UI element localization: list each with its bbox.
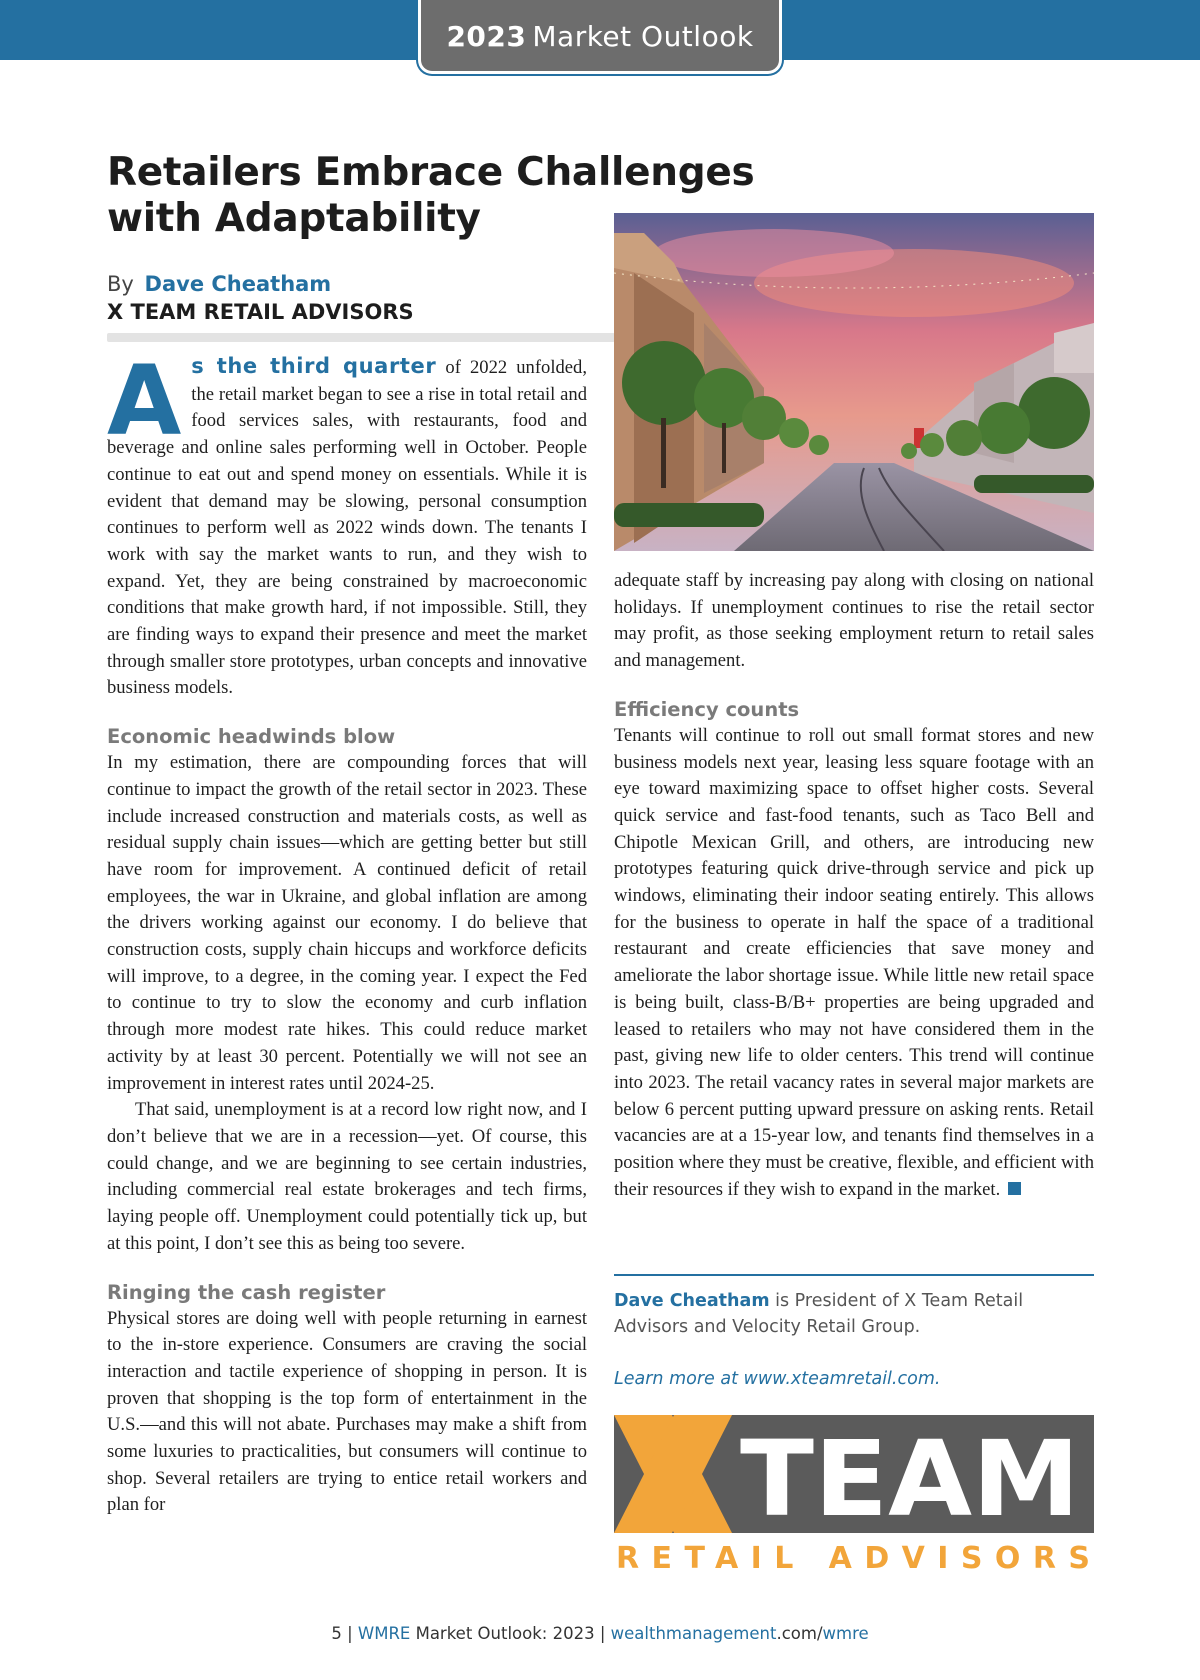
bio-text: is President of X Team Retail Advisors and Velocity Retail Group. (614, 1291, 1024, 1337)
footer-publication: Market Outlook: 2023 (410, 1624, 595, 1643)
footer-url-tld: .com/ (776, 1624, 823, 1643)
byline (107, 272, 331, 296)
xteam-logo-graphic (614, 1415, 1094, 1575)
article-title: Retailers Embrace Challenges with Adaptability (107, 150, 755, 241)
footer-url-path: wmre (822, 1624, 869, 1643)
footer-url[interactable] (611, 1624, 869, 1643)
paragraph-cash-register: Physical stores are doing well with people returning in earnest to the in-store experience. Consumers are craving the social interaction and tactile experience of shopping in person. It is proven that shopping is the top form of entertainment in the U.S.—and this will not abate. Purchases may make a shift from some luxuries to practicalities, but consumers will continue to shop. Several retailers are trying to entice retail workers and plan for (107, 1307, 587, 1516)
intro-paragraph (107, 345, 587, 702)
paragraph-cash-register-continued: adequate staff by increasing pay along with closing on national holidays. If unemployment continues to rise the retail sector may profit, as those seeking employment return to retail sales and management. (614, 570, 1094, 672)
header-year: 2023 (446, 20, 527, 53)
efficiency-text: Tenants will continue to roll out small format stores and new business models next year, leasing less square footage with an eye toward maximizing space to offset higher costs. Several quick service and fast-food tenants, such as Taco Bell and Chipotle Mexican Grill, and others, are introducing new prototypes featuring quick drive-through service and pick up windows, eliminating their indoor seating entirely. This allows for the business to operate in half the space of a traditional restaurant and create efficiencies that save money and ameliorate the labor shortage issue. While little new retail space is being built, class-B/B+ properties are being upgraded and leased to retailers who may not have considered them in the past, giving new life to older centers. This trend will continue into 2023. The retail vacancy rates in several major markets are below 6 percent putting upward pressure on asking rents. Retail vacancies are at a 15-year low, and tenants find themselves in a position where they must be creative, flexible, and efficient with their resources if they wish to expand in the market. (614, 724, 1094, 1200)
footer-brand: WMRE (357, 1624, 411, 1643)
learn-more-link[interactable]: Learn more at www.xteamretail.com. (614, 1369, 941, 1389)
bio-divider (614, 1274, 1094, 1276)
paragraph-efficiency (614, 723, 1094, 1204)
article-photo (614, 213, 1094, 551)
header-title: Market Outlook (532, 20, 754, 53)
drop-cap: A (107, 345, 182, 457)
section-heading-economic-headwinds: Economic headwinds blow (107, 725, 396, 749)
author-company: X TEAM RETAIL ADVISORS (107, 300, 414, 324)
footer-url-domain: wealthmanagement (610, 1624, 777, 1643)
page-number: 5 (331, 1624, 342, 1643)
xteam-logo (614, 1415, 1094, 1575)
section-heading-cash-register: Ringing the cash register (107, 1280, 386, 1304)
left-column (107, 345, 587, 1519)
svg-text:TEAM: TEAM (740, 1418, 1080, 1540)
right-column (614, 568, 1094, 1203)
section-heading-efficiency: Efficiency counts (614, 697, 800, 721)
title-divider (107, 333, 615, 342)
svg-text:RETAIL ADVISORS: RETAIL ADVISORS (616, 1541, 1090, 1575)
footer-separator: | (594, 1624, 611, 1643)
author-bio (614, 1288, 1094, 1340)
header-tab (418, 0, 782, 74)
shopping-street-image (614, 213, 1094, 551)
footer-separator: | (341, 1624, 358, 1643)
lead-in: s the third quarter (191, 354, 437, 378)
end-mark-icon (1008, 1182, 1021, 1195)
bio-author-name: Dave Cheatham (614, 1291, 770, 1311)
byline-prefix: By (107, 272, 134, 296)
author-name: Dave Cheatham (144, 272, 332, 296)
paragraph-economic-1: In my estimation, there are compounding forces that will continue to impact the growth of the retail sector in 2023. These include increased construction and materials costs, as well as residual supply chain issues—which are getting better but still have room for improvement. A continued deficit of retail employees, the war in Ukraine, and global inflation are among the drivers working against our economy. I do believe that construction costs, supply chain hiccups and workforce deficits will improve, to a degree, in the coming year. I expect the Fed to continue to try to slow the economy and curb inflation through more modest rate hikes. This could reduce market activity by at least 30 percent. Potentially we will not see an improvement in interest rates until 2024-25. (107, 752, 587, 1094)
paragraph-economic-2: That said, unemployment is at a record low right now, and I don’t believe that we are in a recession—yet. Of course, this could change, and we are beginning to see certain industries, including commercial real estate brokerages and tech firms, laying people off. Unemployment could potentially tick up, but at this point, I don’t see this as being too severe. (107, 1099, 587, 1254)
page-footer (0, 1624, 1200, 1643)
intro-text: of 2022 unfolded, the retail market began to see a rise in total retail and food services sales, with restaurants, food and beverage and online sales performing well in October. People continue to eat out and spend money on essentials. While it is evident that demand may be slowing, personal consumption continues to perform well as 2022 winds down. The tenants I work with say the market wants to run, and they wish to expand. Yet, they are being constrained by macroeconomic conditions that make growth hard, if not impossible. Still, they are finding ways to expand their presence and meet the market through smaller store prototypes, urban concepts and innovative business models. (107, 357, 587, 699)
